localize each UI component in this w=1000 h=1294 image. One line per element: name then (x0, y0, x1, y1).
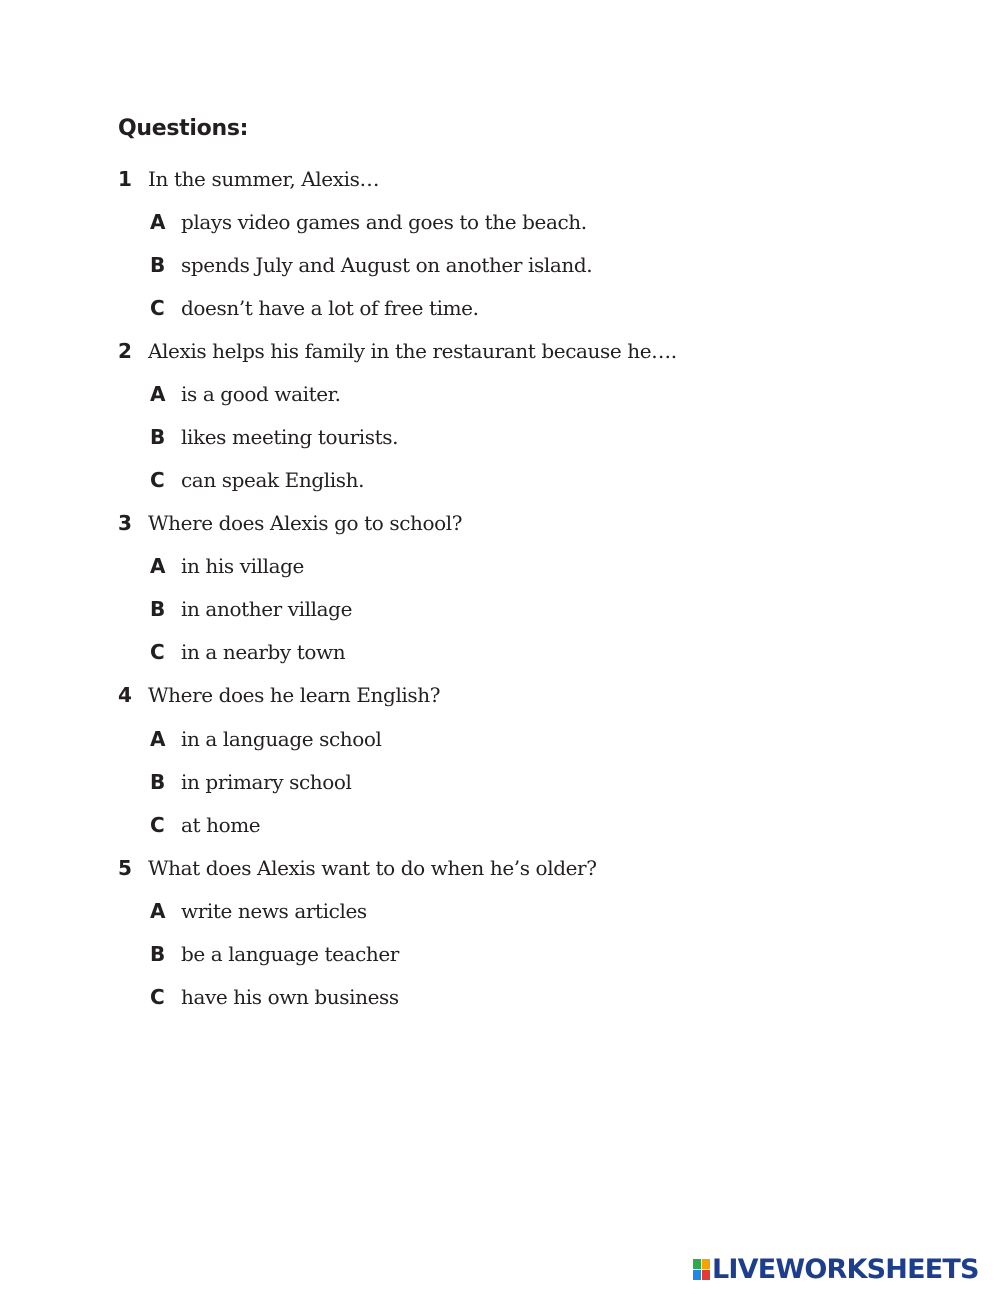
option-text: in his village (181, 554, 304, 578)
question-number: 2 (118, 339, 132, 363)
option-3b[interactable] (150, 594, 352, 624)
option-1c[interactable] (150, 293, 479, 323)
option-letter: A (150, 210, 166, 234)
question-text: What does Alexis want to do when he’s older? (148, 856, 597, 880)
option-letter: A (150, 382, 166, 406)
question-number: 3 (118, 511, 132, 535)
option-1b[interactable] (150, 250, 592, 280)
liveworksheets-logo (693, 1254, 979, 1284)
option-4c[interactable] (150, 810, 260, 840)
option-letter: B (150, 425, 166, 449)
question-text: Where does Alexis go to school? (148, 511, 463, 535)
option-3a[interactable] (150, 551, 304, 581)
option-text: doesn’t have a lot of free time. (181, 296, 479, 320)
option-1a[interactable] (150, 207, 587, 237)
question-number: 1 (118, 167, 132, 191)
question-5 (118, 853, 597, 883)
option-5a[interactable] (150, 896, 367, 926)
option-letter: B (150, 770, 166, 794)
option-text: plays video games and goes to the beach. (181, 210, 587, 234)
option-text: at home (181, 813, 261, 837)
option-text: in another village (181, 597, 353, 621)
option-5c[interactable] (150, 982, 399, 1012)
option-4b[interactable] (150, 767, 352, 797)
option-4a[interactable] (150, 724, 382, 754)
logo-mark-icon (693, 1259, 710, 1280)
question-text: In the summer, Alexis… (148, 167, 380, 191)
question-number: 5 (118, 856, 132, 880)
option-letter: C (150, 985, 165, 1009)
question-2 (118, 336, 677, 366)
option-text: be a language teacher (181, 942, 399, 966)
page-heading: Questions: (118, 116, 249, 141)
option-2b[interactable] (150, 422, 398, 452)
option-letter: B (150, 253, 166, 277)
option-text: in a nearby town (181, 640, 346, 664)
option-2c[interactable] (150, 465, 364, 495)
option-letter: A (150, 899, 166, 923)
question-text: Alexis helps his family in the restaurant because he…. (148, 339, 677, 363)
option-letter: C (150, 813, 165, 837)
option-letter: A (150, 554, 166, 578)
option-text: spends July and August on another island. (181, 253, 593, 277)
option-text: can speak English. (181, 468, 365, 492)
option-text: write news articles (181, 899, 367, 923)
option-letter: C (150, 468, 165, 492)
option-text: likes meeting tourists. (181, 425, 399, 449)
option-letter: C (150, 640, 165, 664)
option-letter: C (150, 296, 165, 320)
logo-text: LIVEWORKSHEETS (712, 1253, 979, 1285)
question-number: 4 (118, 683, 132, 707)
option-3c[interactable] (150, 637, 345, 667)
option-text: in primary school (181, 770, 352, 794)
option-letter: B (150, 942, 166, 966)
option-5b[interactable] (150, 939, 399, 969)
question-4 (118, 680, 440, 710)
question-1 (118, 164, 379, 194)
option-text: in a language school (181, 727, 382, 751)
option-letter: A (150, 727, 166, 751)
question-3 (118, 508, 462, 538)
option-2a[interactable] (150, 379, 341, 409)
option-text: is a good waiter. (181, 382, 341, 406)
question-text: Where does he learn English? (148, 683, 441, 707)
option-letter: B (150, 597, 166, 621)
option-text: have his own business (181, 985, 399, 1009)
